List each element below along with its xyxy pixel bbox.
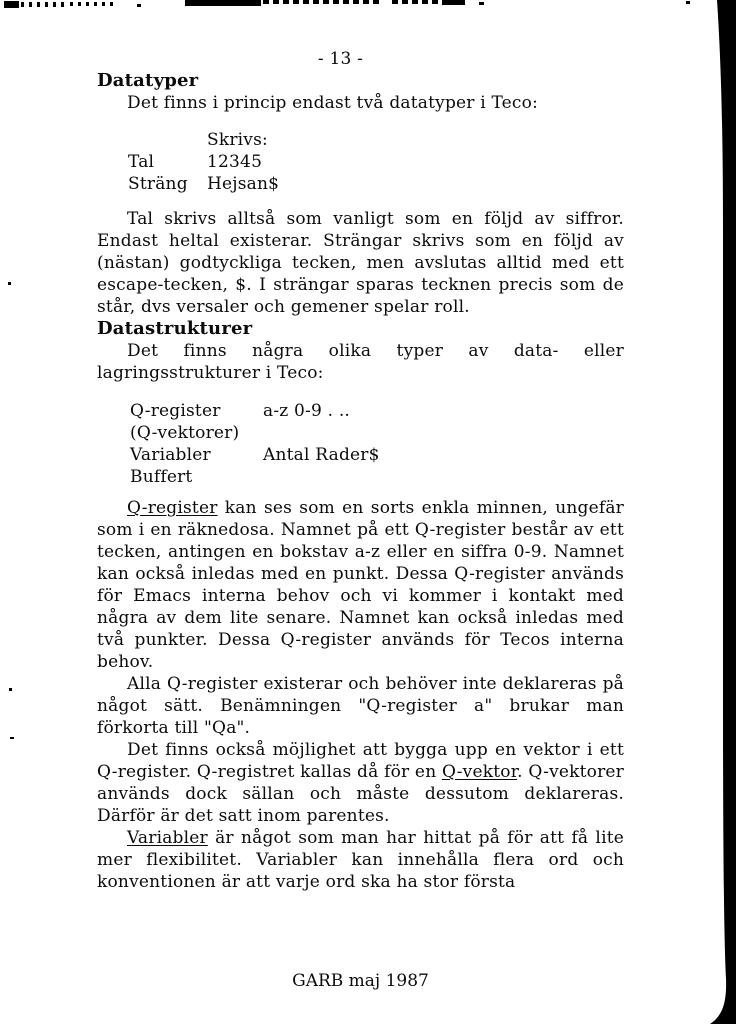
paragraph-alla-qregister: Alla Q-register existerar och behöver inte deklareras på något sätt. Benämningen "Q-register a" brukar man förkorta till "Qa". [97,674,624,738]
table-header-row [128,129,624,151]
scan-artifact-dot [9,688,12,691]
paragraph-variabler [97,827,624,893]
scan-artifact-dots [21,2,67,7]
scan-artifact-dot [8,282,11,285]
list-name-cell: Variabler [130,445,211,465]
table-row [128,173,624,195]
section-heading-datatyper: Datatyper [97,70,199,91]
table-name-cell: Sträng [128,174,188,194]
list-name-cell: (Q-vektorer) [130,423,240,443]
table-header-cell: Skrivs: [207,130,268,150]
table-value-cell: Hejsan$ [207,174,280,194]
list-item [130,422,624,444]
list-value-cell: Antal Rader$ [263,445,380,465]
list-item [130,400,624,422]
document-text-column [97,0,624,893]
paragraph-qregister [97,497,624,673]
paragraph-datatyper-intro: Det finns i princip endast två datatyper i Teco: [127,93,539,113]
underlined-term-qregister: Q-register [127,498,218,518]
list-name-cell: Q-register [130,401,221,421]
paragraph-qvektor-after: . Q-vektorer används dock sällan och måste dessutom deklareras. Därför är det satt inom parentes. [97,762,625,826]
underlined-term-variabler: Variabler [127,828,208,848]
table-name-cell: Tal [128,152,155,172]
paragraph-qregister-text: kan ses som en sorts enkla minnen, ungefär som i en räknedosa. Namnet på ett Q-register består av ett tecken, antingen en bokstav a-z eller en siffra 0-9. Namnet kan också inledas med en punkt. Dessa Q-register används för Emacs interna behov och vi kommer i kontakt med några av dem lite senare. Namnet kan också inledas med två punkter. Dessa Q-register används för Tecos interna behov. [97,498,624,672]
table-value-cell: 12345 [207,152,263,172]
page-edge-shadow-icon [696,0,736,1024]
section-heading-datastrukturer: Datastrukturer [97,318,253,339]
underlined-term-qvektor: Q-vektor [441,762,518,782]
scan-artifact-dot [10,737,14,739]
list-item [130,466,624,488]
paragraph-tal-skrivs: Tal skrivs alltså som vanligt som en följd av siffror. Endast heltal existerar. Strängar skrivs som en följd av (nästan) godtyckliga tecken, men avslutas alltid med ett escape-tecken, $. I strängar sparas tecknen precis som de står, dvs versaler och gemener spelar roll. [97,209,624,317]
paragraph-qvektor-before: Det finns också möjlighet att bygga upp en vektor i ett Q-register. Q-registret kallas då för en [97,740,624,782]
datastrukturer-list [130,400,624,488]
datatyper-table [128,129,624,195]
page-number: - 13 - [317,49,364,69]
paragraph-qvektor [97,739,624,827]
scan-artifact-dot [686,1,690,4]
paragraph-datastrukturer-intro: Det finns några olika typer av data- eller lagringsstrukturer i Teco: [97,341,624,383]
list-name-cell: Buffert [130,467,193,487]
page-footer: GARB maj 1987 [292,971,429,991]
scan-artifact-blot [4,1,19,8]
table-row [128,151,624,173]
paragraph-variabler-text: är något som man har hittat på för att få lite mer flexibilitet. Variabler kan innehålla flera ord och konventionen är att varje ord ska ha stor första [97,828,624,892]
list-item [130,444,624,466]
list-value-cell: a-z 0-9 . .. [263,401,351,421]
